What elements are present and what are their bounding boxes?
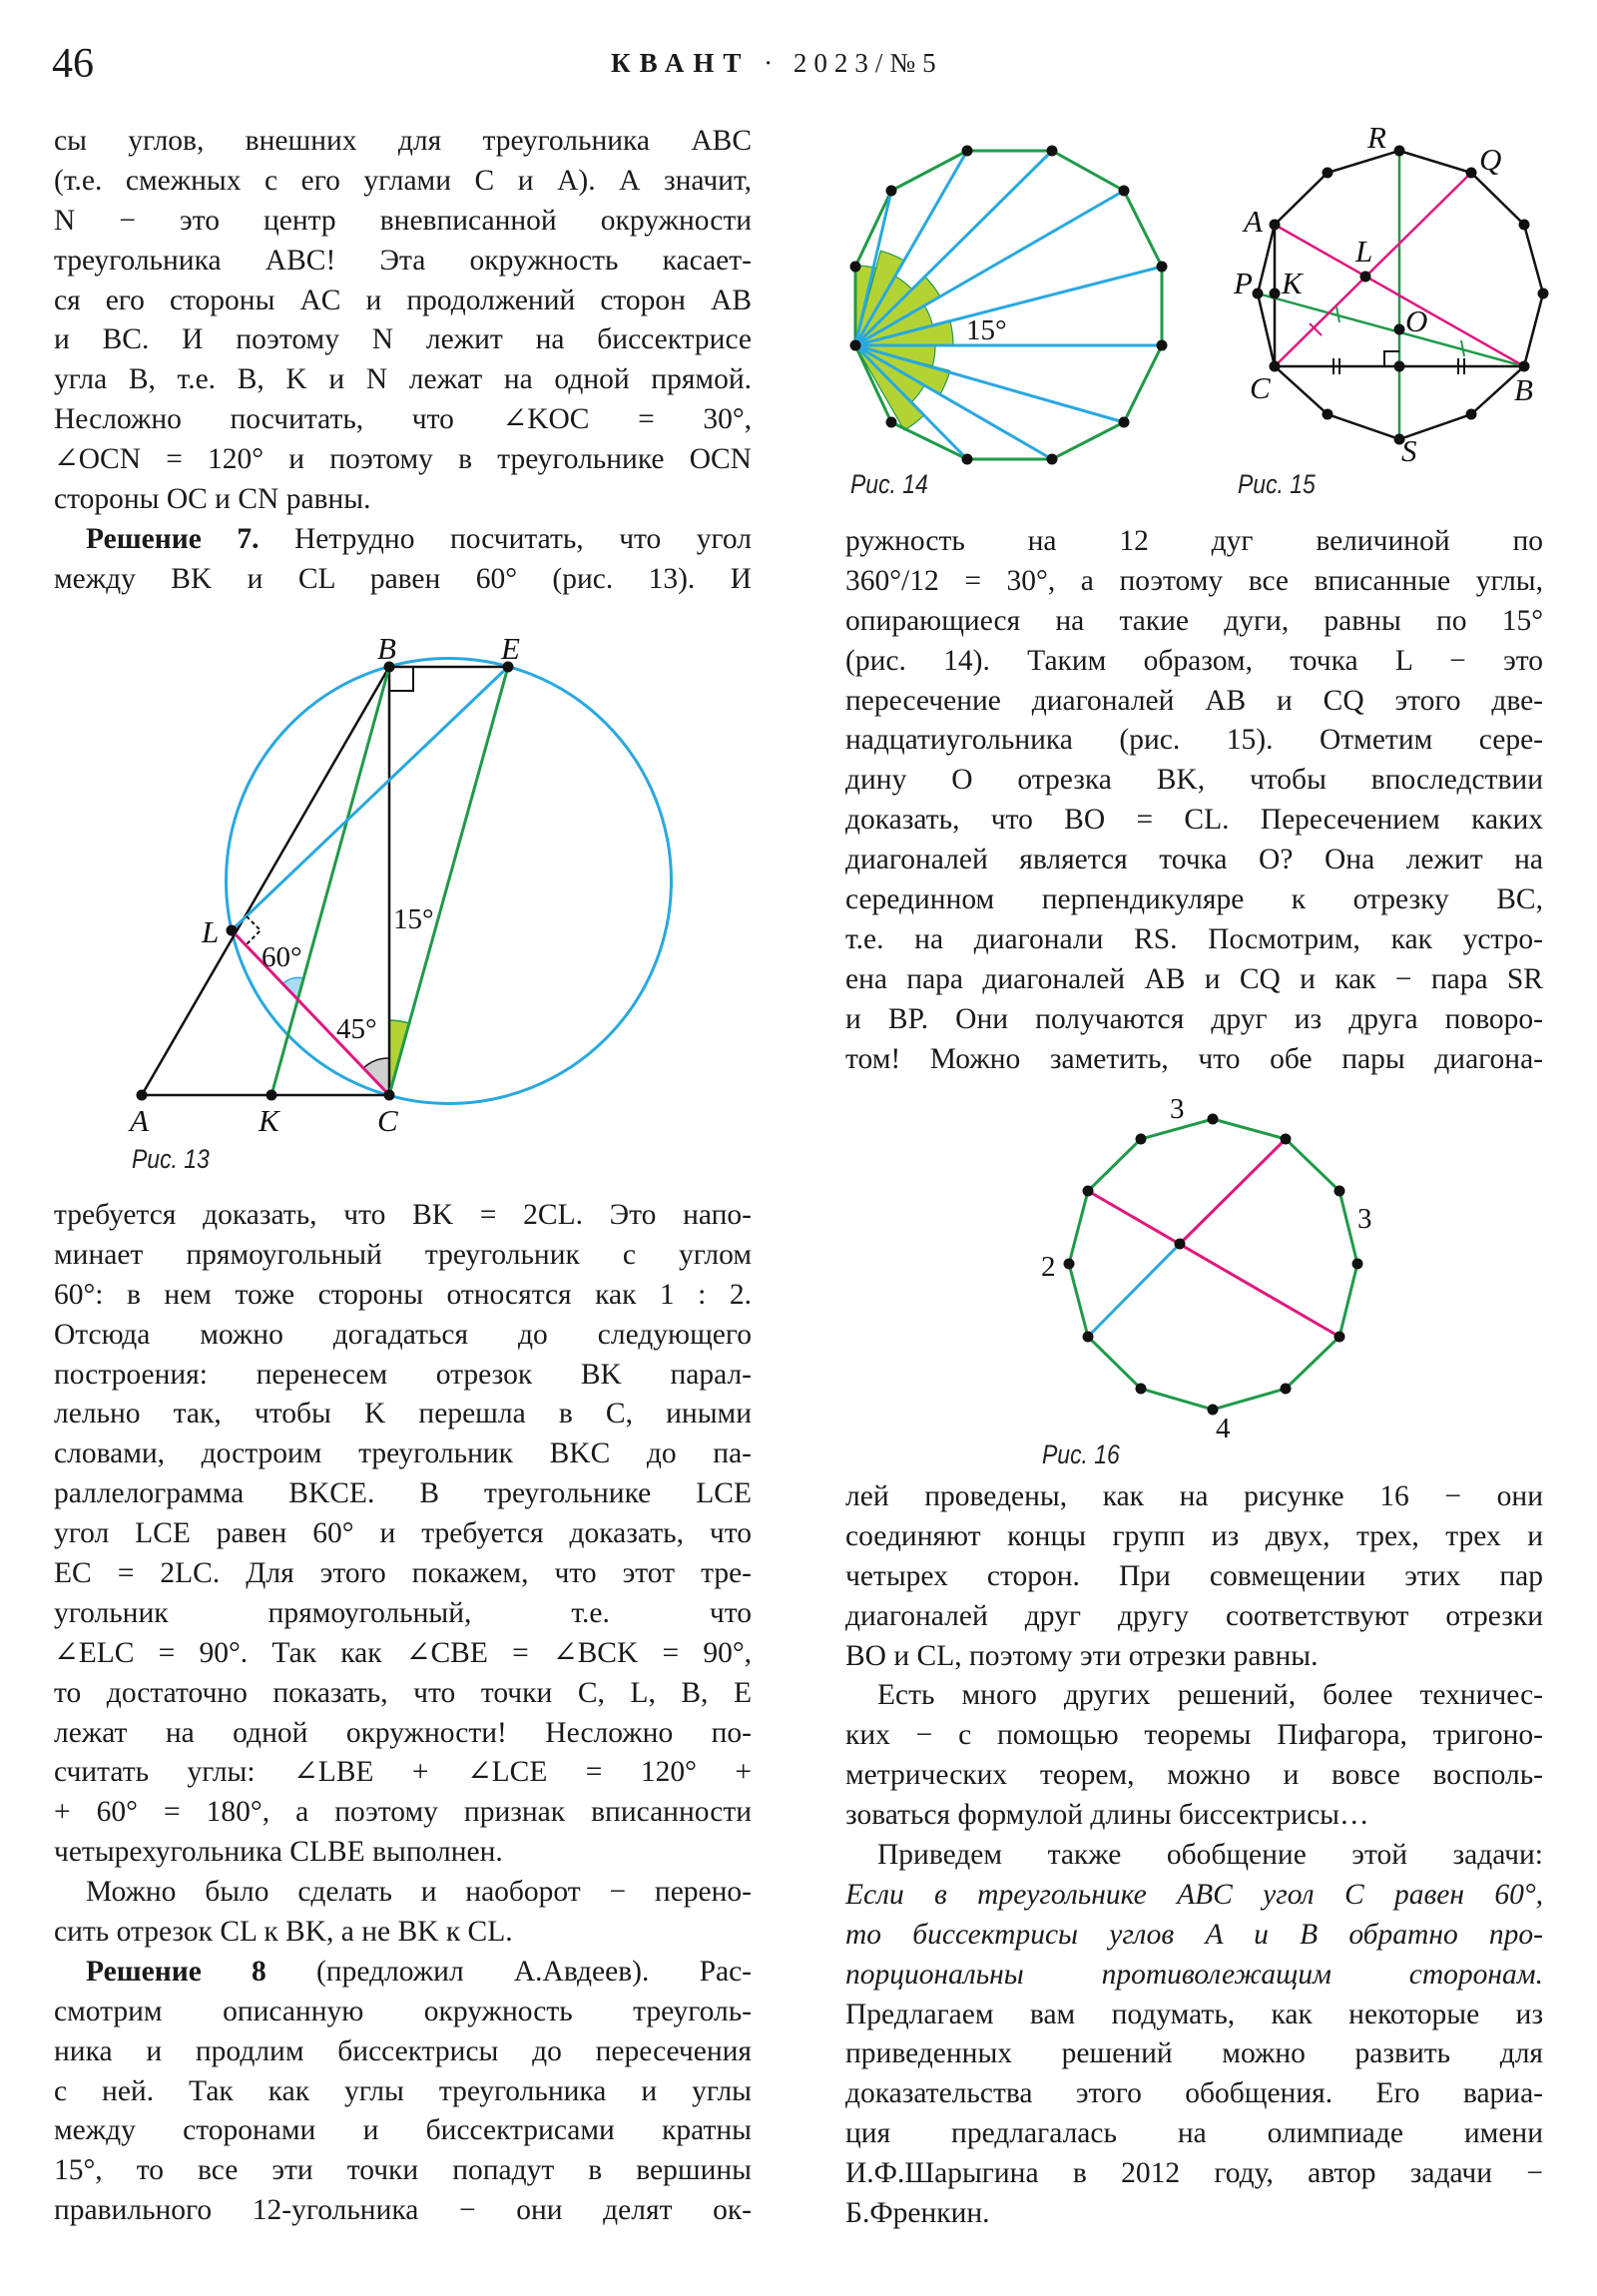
- vertex: [1157, 262, 1168, 273]
- line-text: Нетрудно посчитать, что угол: [259, 522, 753, 555]
- label-Q: Q: [1479, 142, 1502, 177]
- vertex: [1119, 186, 1130, 197]
- diagonal-CQ: [1275, 173, 1471, 366]
- text-line: серединном перпендикуляре к отрезку BC,: [845, 883, 1543, 916]
- text-line: считать углы: ∠LBE + ∠LCE = 120° +: [54, 1756, 752, 1789]
- text-line: лей проведены, как на рисунке 16 − они: [845, 1480, 1543, 1512]
- label-B: B: [377, 631, 396, 666]
- diagonal-segment: [1088, 1244, 1180, 1337]
- label-C: C: [1250, 370, 1271, 405]
- figure-14: [850, 146, 1168, 465]
- point-C: [384, 1090, 395, 1101]
- point-L: [227, 925, 238, 936]
- line-text: зоваться формулой длины биссектрисы…: [845, 1799, 1369, 1832]
- text-line: и BP. Они получаются друг из друга поворо-: [845, 1002, 1543, 1035]
- text-line: построения: перенесем отрезок BK парал-: [54, 1358, 752, 1391]
- vertex: [850, 262, 861, 273]
- vertex: [1323, 168, 1333, 179]
- right-angle-mark-L: [247, 916, 261, 944]
- text-line: сы углов, внешних для треугольника ABC: [54, 125, 752, 157]
- label-K: K: [1282, 266, 1303, 300]
- point-R: [1394, 146, 1405, 157]
- text-line: ружность на 12 дуг величиной по: [845, 525, 1543, 557]
- label-E: E: [501, 631, 520, 666]
- point-Q: [1466, 168, 1477, 179]
- text-line: пересечение диагоналей AB и CQ этого две-: [845, 684, 1543, 717]
- line-text: Есть много других решений, более техничес-: [877, 1679, 1543, 1712]
- text-line: ника и продлим биссектрисы до пересечения: [54, 2034, 752, 2067]
- text-line: Несложно посчитать, что ∠KOC = 30°,: [54, 403, 752, 436]
- count-label-left: 2: [1041, 1251, 1056, 1283]
- text-line: правильного 12-угольника − они делят ок-: [54, 2194, 752, 2227]
- intersection-point: [1175, 1239, 1186, 1250]
- text-line: четырех сторон. При совмещении этих пар: [845, 1559, 1543, 1592]
- text-line: и BC. И поэтому N лежит на биссектрисе: [54, 323, 752, 356]
- text-line: 15°, то все эти точки попадут в вершины: [54, 2154, 752, 2187]
- point-C: [1270, 361, 1281, 372]
- text-line: Отсюда можно догадаться до следующего: [54, 1318, 752, 1351]
- vertex: [1083, 1186, 1094, 1197]
- vertex: [1208, 1114, 1219, 1125]
- angle-label-15: 15°: [966, 314, 1007, 346]
- line-text: Если в треугольнике ABC угол C равен 60°,: [845, 1878, 1543, 1911]
- midpoint-BC: [1394, 361, 1405, 372]
- label-C: C: [377, 1103, 398, 1138]
- vertex: [962, 146, 973, 157]
- text-line: угольник прямоугольный, т.е. что: [54, 1596, 752, 1629]
- text-line: том! Можно заметить, что обе пары диагона-: [845, 1042, 1543, 1075]
- text-line: 360°/12 = 30°, а поэтому все вписанные углы,: [845, 564, 1543, 597]
- angle-label-60: 60°: [262, 941, 302, 973]
- solution-heading: Решение 8: [86, 1955, 266, 1988]
- journal-name: КВАНТ: [611, 48, 751, 78]
- line-text: Можно было сделать и наоборот − перено-: [86, 1876, 752, 1909]
- point-L: [1360, 272, 1371, 283]
- label-A: A: [130, 1103, 149, 1138]
- label-K: K: [259, 1103, 279, 1138]
- label-R: R: [1367, 120, 1386, 155]
- label-O: O: [1405, 303, 1428, 338]
- text-line: 60°: в нем тоже стороны относятся как 1 : 2.: [54, 1278, 752, 1311]
- point-K: [1270, 288, 1281, 299]
- text-line: между BK и CL равен 60° (рис. 13). И: [54, 562, 752, 595]
- fig14-caption: Рис. 14: [850, 469, 928, 499]
- text-line: лельно так, чтобы K перешла в C, иными: [54, 1398, 752, 1431]
- text-line: угол LCE равен 60° и требуется доказать, что: [54, 1517, 752, 1550]
- line-text: сить отрезок CL к BK, а не BK к CL.: [54, 1916, 513, 1949]
- text-line: опирающиеся на такие дуги, равны по 15°: [845, 604, 1543, 637]
- count-label-bottom: 4: [1216, 1413, 1231, 1444]
- line-text: порциональны противолежащим сторонам.: [845, 1958, 1543, 1991]
- label-A: A: [1244, 204, 1263, 239]
- figure-16: [1041, 1093, 1372, 1444]
- vertex: [1047, 454, 1058, 465]
- text-line: метрических теорем, можно и вовсе восполь-: [845, 1759, 1543, 1792]
- text-line: соединяют концы групп из двух, трех, трех и: [845, 1519, 1543, 1552]
- vertex: [1083, 1332, 1094, 1343]
- point-A: [137, 1090, 148, 1101]
- vertex: [886, 186, 897, 197]
- point-A: [1270, 220, 1281, 231]
- segment-EC: [389, 667, 508, 1095]
- vertex: [1334, 1332, 1345, 1343]
- vertex: [1519, 220, 1530, 231]
- figure-13: [128, 631, 672, 1138]
- vertex: [1281, 1384, 1292, 1395]
- vertex: [1281, 1134, 1292, 1145]
- line-text: Б.Френкин.: [845, 2197, 990, 2230]
- segment-LE: [232, 667, 508, 930]
- text-line: дину O отрезка BK, чтобы впоследствии: [845, 764, 1543, 797]
- text-line: угла B, т.е. B, K и N лежат на одной прямой.: [54, 363, 752, 396]
- diagonal: [1088, 1191, 1339, 1337]
- vertex: [1352, 1259, 1363, 1270]
- vertex: [1064, 1259, 1075, 1270]
- text-line: EC = 2LC. Для этого покажем, что этот тре-: [54, 1557, 752, 1590]
- solution-heading: Решение 7.: [86, 522, 260, 555]
- diagonal: [855, 345, 1052, 459]
- angle-label-45: 45°: [336, 1013, 377, 1045]
- line-text: BO и CL, поэтому эти отрезки равны.: [845, 1639, 1319, 1672]
- label-B: B: [1514, 372, 1533, 407]
- text-line: лежат на одной окружности! Несложно по-: [54, 1716, 752, 1749]
- vertex: [1157, 340, 1168, 351]
- diagonal-PB: [1258, 293, 1524, 366]
- line-text: (предложил А.Авдеев). Рас-: [266, 1955, 752, 1988]
- text-line: ∠OCN = 120° и поэтому в треугольнике OCN: [54, 443, 752, 476]
- vertex: [1538, 288, 1549, 299]
- count-label-top: 3: [1170, 1093, 1185, 1125]
- vertex: [1136, 1384, 1147, 1395]
- fig15-caption: Рис. 15: [1238, 469, 1316, 499]
- vertex: [1323, 409, 1333, 420]
- point-O: [1394, 324, 1405, 335]
- line-text: стороны OC и CN равны.: [54, 483, 371, 516]
- text-line: доказать, что BO = CL. Пересечением каких: [845, 804, 1543, 837]
- vertex: [1119, 417, 1130, 428]
- line-text: Приведем также обобщение этой задачи:: [877, 1839, 1543, 1872]
- label-P: P: [1234, 266, 1253, 300]
- point-P: [1253, 288, 1264, 299]
- text-line: доказательства этого обобщения. Его вариа-: [845, 2077, 1543, 2110]
- diagonal: [1180, 1139, 1286, 1244]
- text-line: треугольника ABC! Эта окружность касает-: [54, 244, 752, 277]
- issue-number: · 2023/№5: [750, 48, 943, 78]
- point-B: [1519, 361, 1530, 372]
- vertex: [1047, 146, 1058, 157]
- fig13-caption: Рис. 13: [132, 1144, 210, 1174]
- text-line: с ней. Так как углы треугольника и углы: [54, 2074, 752, 2107]
- label-S: S: [1401, 433, 1417, 468]
- page-number: 46: [52, 41, 94, 87]
- text-line: требуется доказать, что BK = 2CL. Это напо-: [54, 1199, 752, 1231]
- text-line: (рис. 14). Таким образом, точка L − это: [845, 644, 1543, 677]
- vertex: [1334, 1186, 1345, 1197]
- vertex: [1136, 1134, 1147, 1145]
- text-line: т.е. на диагонали RS. Посмотрим, как устро-: [845, 922, 1543, 955]
- figure-15: [1233, 120, 1549, 468]
- text-line: N − это центр вневписанной окружности: [54, 204, 752, 237]
- text-line: И.Ф.Шарыгина в 2012 году, автор задачи −: [845, 2157, 1543, 2190]
- label-L: L: [202, 914, 220, 949]
- text-line: приведенных решений можно развить для: [845, 2037, 1543, 2070]
- text-line: ких − с помощью теоремы Пифагора, тригоно-: [845, 1719, 1543, 1752]
- point-K: [266, 1090, 277, 1101]
- text-line: надцатиугольника (рис. 15). Отметим сере-: [845, 724, 1543, 757]
- fig16-caption: Рис. 16: [1042, 1439, 1120, 1469]
- text-line: смотрим описанную окружность треуголь-: [54, 1995, 752, 2027]
- text-line: диагоналей является точка O? Она лежит на: [845, 844, 1543, 876]
- text-line: Предлагаем вам подумать, как некоторые из: [845, 1998, 1543, 2030]
- vertex: [1466, 409, 1477, 420]
- text-line: ена пара диагоналей AB и CQ и как − пара SR: [845, 962, 1543, 995]
- angle-label-15: 15°: [393, 903, 434, 935]
- label-L: L: [1355, 234, 1373, 269]
- text-line: + 60° = 180°, а поэтому признак вписанности: [54, 1796, 752, 1829]
- vertex: [886, 417, 897, 428]
- text-line: ция предлагалась на олимпиаде имени: [845, 2117, 1543, 2150]
- text-line: (т.е. смежных с его углами C и A). А значит,: [54, 164, 752, 197]
- text-line: диагоналей друг другу соответствуют отрезки: [845, 1599, 1543, 1632]
- line-text: то биссектрисы углов A и B обратно про-: [845, 1918, 1543, 1951]
- text-line: то достаточно показать, что точки C, L, B, E: [54, 1676, 752, 1709]
- text-line: ся его стороны AC и продолжений сторон AB: [54, 284, 752, 316]
- text-line: минает прямоугольный треугольник с углом: [54, 1238, 752, 1271]
- text-line: между сторонами и биссектрисами кратны: [54, 2114, 752, 2147]
- text-line: раллелограмма BKCE. В треугольнике LCE: [54, 1477, 752, 1510]
- line-text: четырехугольника CLBE выполнен.: [54, 1836, 503, 1869]
- text-line: словами, достроим треугольник BKC до па-: [54, 1437, 752, 1470]
- count-label-right: 3: [1357, 1203, 1372, 1235]
- vertex: [962, 454, 973, 465]
- vertex: [850, 340, 861, 351]
- text-line: ∠ELC = 90°. Так как ∠CBE = ∠BCK = 90°,: [54, 1636, 752, 1669]
